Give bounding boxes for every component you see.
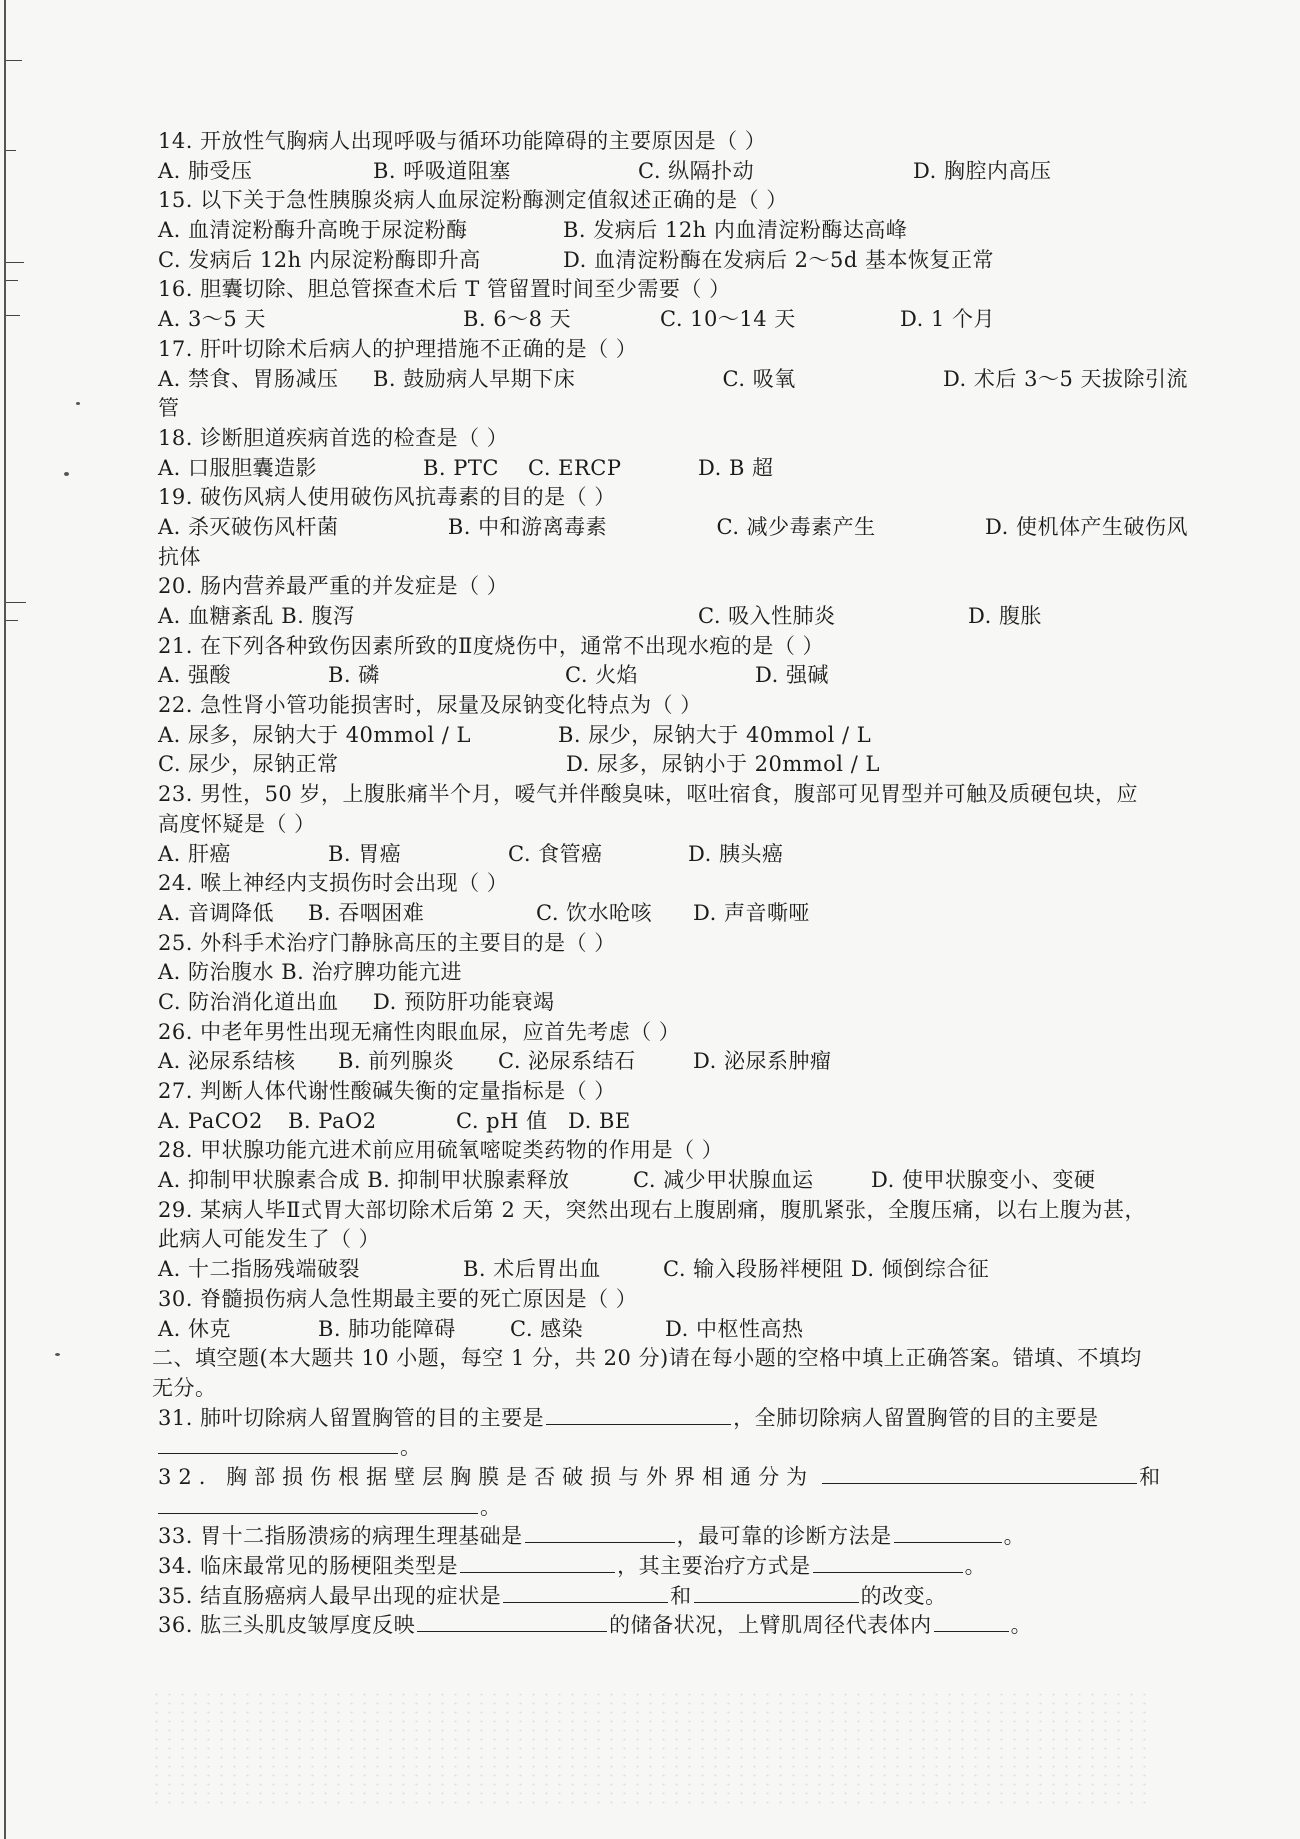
scan-noise bbox=[150, 1690, 1150, 1810]
answer-blank[interactable] bbox=[894, 1522, 1002, 1543]
option: A. 口服胆囊造影 bbox=[158, 455, 318, 480]
question-stem: 15. 以下关于急性胰腺炎病人血尿淀粉酶测定值叙述正确的是（ ） bbox=[158, 188, 788, 213]
question-stem: 28. 甲状腺功能亢进术前应用硫氧嘧啶类药物的作用是（ ） bbox=[158, 1138, 724, 1163]
question-stem: 16. 胆囊切除、胆总管探查术后 T 管留置时间至少需要（ ） bbox=[158, 277, 731, 302]
scan-edge bbox=[4, 0, 28, 1839]
option: C. pH 值 bbox=[456, 1108, 548, 1133]
fill-text: 33. 胃十二指肠溃疡的病理生理基础是 bbox=[158, 1524, 523, 1549]
fill-question-continued bbox=[158, 1493, 1188, 1523]
answer-blank[interactable] bbox=[934, 1611, 1009, 1632]
option: B. 呼吸道阻塞 bbox=[373, 158, 511, 183]
option: B. 吞咽困难 bbox=[308, 900, 425, 925]
fill-text: 34. 临床最常见的肠梗阻类型是 bbox=[158, 1554, 459, 1578]
question-options bbox=[158, 958, 1188, 988]
option: C. 火焰 bbox=[565, 663, 639, 688]
option: B. 前列腺炎 bbox=[338, 1049, 455, 1074]
option: C. 减少甲状腺血运 bbox=[633, 1168, 814, 1193]
question-options bbox=[158, 1255, 1188, 1285]
question-options bbox=[158, 661, 1188, 691]
fill-question-continued bbox=[158, 1433, 1188, 1463]
option: C. 输入段肠袢梗阻 D. 倾倒综合征 bbox=[663, 1257, 990, 1282]
option: D. 预防肝功能衰竭 bbox=[373, 989, 555, 1014]
option: A. 音调降低 bbox=[158, 900, 275, 925]
option: B. PaO2 bbox=[288, 1108, 377, 1133]
fill-text: 32. 胸部损伤根据壁层胸膜是否破损与外界相通分为 bbox=[158, 1464, 815, 1489]
section-title-continued: 无分。 bbox=[152, 1375, 217, 1400]
fill-question bbox=[158, 1522, 1188, 1552]
question-options bbox=[158, 454, 1188, 484]
question-stem: 24. 喉上神经内支损伤时会出现（ ） bbox=[158, 871, 509, 896]
answer-blank[interactable] bbox=[503, 1582, 668, 1603]
option: D. BE bbox=[568, 1108, 631, 1133]
question-options bbox=[158, 899, 1188, 929]
question-options bbox=[158, 216, 1188, 246]
option: B. 术后胃出血 bbox=[463, 1257, 601, 1282]
question-stem-continued: 此病人可能发生了（ ） bbox=[158, 1227, 381, 1252]
option: A. 抑制甲状腺素合成 B. 抑制甲状腺素释放 bbox=[158, 1168, 570, 1193]
option: A. PaCO2 bbox=[158, 1108, 263, 1133]
question-stem: 21. 在下列各种致伤因素所致的Ⅱ度烧伤中，通常不出现水疱的是（ ） bbox=[158, 633, 825, 658]
option: D. 腹胀 bbox=[968, 604, 1042, 628]
option: D. 声音嘶哑 bbox=[693, 900, 810, 925]
fill-text: 。 bbox=[400, 1435, 422, 1460]
question-options bbox=[158, 1315, 1188, 1345]
exam-content bbox=[152, 127, 1188, 1641]
option: D. 血清淀粉酶在发病后 2～5d 基本恢复正常 bbox=[563, 247, 994, 272]
fill-text: 和 bbox=[670, 1583, 692, 1608]
option: D. 使甲状腺变小、变硬 bbox=[871, 1168, 1096, 1193]
question-options bbox=[158, 157, 1188, 187]
question-stem: 30. 脊髓损伤病人急性期最主要的死亡原因是（ ） bbox=[158, 1286, 638, 1311]
option: B. 中和游离毒素 bbox=[447, 514, 608, 539]
option: D. 术后 3～5 天拔除引流 bbox=[942, 366, 1188, 391]
option: D. 强碱 bbox=[755, 663, 829, 688]
question-options bbox=[158, 305, 1188, 335]
option: A. 肝癌 bbox=[158, 841, 232, 866]
question-options bbox=[158, 246, 1188, 276]
fill-text: 35. 结直肠癌病人最早出现的症状是 bbox=[158, 1583, 502, 1608]
fill-text: 。 bbox=[480, 1494, 502, 1519]
option: B. 磷 bbox=[328, 663, 380, 688]
option: A. 防治腹水 B. 治疗脾功能亢进 bbox=[158, 960, 462, 985]
question-stem: 27. 判断人体代谢性酸碱失衡的定量指标是（ ） bbox=[158, 1079, 616, 1103]
fill-text: 的改变。 bbox=[860, 1583, 947, 1608]
question-options bbox=[158, 840, 1188, 870]
option: D. 使机体产生破伤风 bbox=[985, 514, 1188, 539]
question-stem: 23. 男性，50 岁，上腹胀痛半个月，嗳气并伴酸臭味，呕吐宿食，腹部可见胃型并可触及质硬包块，应 bbox=[158, 782, 1138, 807]
option: A. 肺受压 bbox=[158, 158, 253, 183]
answer-blank[interactable] bbox=[460, 1552, 615, 1573]
section-title: 二、填空题(本大题共 10 小题，每空 1 分，共 20 分)请在每小题的空格中填上正确答案。错填、不填均 bbox=[152, 1346, 1142, 1371]
question-stem: 14. 开放性气胸病人出现呼吸与循环功能障碍的主要原因是（ ） bbox=[158, 129, 767, 153]
question-options bbox=[158, 513, 1188, 543]
option: C. 饮水呛咳 bbox=[536, 900, 653, 925]
question-stem: 20. 肠内营养最严重的并发症是（ ） bbox=[158, 574, 509, 599]
option: D. 尿多，尿钠小于 20mmol / L bbox=[566, 752, 880, 777]
option: B. 尿少，尿钠大于 40mmol / L bbox=[558, 722, 872, 747]
answer-blank[interactable] bbox=[822, 1463, 1137, 1484]
question-stem: 25. 外科手术治疗门静脉高压的主要目的是（ ） bbox=[158, 930, 616, 955]
question-stem-continued: 高度怀疑是（ ） bbox=[158, 811, 316, 836]
option: C. 防治消化道出血 bbox=[158, 989, 339, 1014]
answer-blank[interactable] bbox=[694, 1582, 859, 1603]
question-stem: 18. 诊断胆道疾病首选的检查是（ ） bbox=[158, 425, 509, 450]
question-stem: 29. 某病人毕Ⅱ式胃大部切除术后第 2 天，突然出现右上腹剧痛，腹肌紧张，全腹压痛，以右上腹为甚， bbox=[158, 1197, 1147, 1222]
option: C. 减少毒素产生 bbox=[716, 514, 876, 539]
fill-text: 。 bbox=[964, 1554, 987, 1578]
option: A. 杀灭破伤风杆菌 bbox=[158, 514, 339, 539]
option: A. 休克 bbox=[158, 1316, 232, 1341]
option: A. 3～5 天 bbox=[158, 307, 266, 332]
option: A. 十二指肠残端破裂 bbox=[158, 1257, 361, 1282]
option: A. 强酸 bbox=[158, 663, 232, 688]
option: B. 肺功能障碍 bbox=[318, 1316, 456, 1341]
option: A. 禁食、胃肠减压 bbox=[158, 366, 339, 391]
answer-blank[interactable] bbox=[158, 1493, 478, 1514]
fill-text: 31. 肺叶切除病人留置胸管的目的主要是 bbox=[158, 1405, 545, 1430]
question-options-wrap: 管 bbox=[158, 396, 180, 421]
fill-text: 。 bbox=[1003, 1524, 1026, 1549]
fill-text: 。 bbox=[1010, 1613, 1033, 1638]
fill-text: 和 bbox=[1139, 1464, 1168, 1489]
option: A. 血糖紊乱 B. 腹泻 bbox=[158, 604, 355, 628]
answer-blank[interactable] bbox=[525, 1522, 675, 1543]
option: B. 发病后 12h 内血清淀粉酶达高峰 bbox=[563, 218, 908, 243]
fill-question bbox=[158, 1463, 1188, 1493]
option: C. 食管癌 bbox=[508, 841, 603, 866]
question-options bbox=[158, 1166, 1188, 1196]
option: C. 泌尿系结石 bbox=[498, 1049, 636, 1074]
option: C. 感染 bbox=[510, 1316, 584, 1341]
option: D. 1 个月 bbox=[900, 307, 995, 332]
question-options-wrap: 抗体 bbox=[158, 544, 201, 569]
fill-text: ，全肺切除病人留置胸管的目的主要是 bbox=[733, 1405, 1099, 1430]
answer-blank[interactable] bbox=[546, 1404, 731, 1425]
fill-text: 36. 肱三头肌皮皱厚度反映 bbox=[158, 1613, 416, 1638]
option: C. ERCP bbox=[528, 455, 622, 480]
fill-text: ，最可靠的诊断方法是 bbox=[676, 1524, 892, 1549]
option: C. 吸氧 bbox=[722, 366, 796, 391]
question-options bbox=[158, 365, 1188, 395]
question-stem: 26. 中老年男性出现无痛性肉眼血尿，应首先考虑（ ） bbox=[158, 1019, 681, 1044]
option: B. 胃癌 bbox=[328, 841, 402, 866]
question-options bbox=[158, 988, 1188, 1018]
question-stem: 17. 肝叶切除术后病人的护理措施不正确的是（ ） bbox=[158, 336, 638, 361]
option: C. 发病后 12h 内尿淀粉酶即升高 bbox=[158, 247, 481, 272]
question-options bbox=[158, 721, 1188, 751]
option: D. 胰头癌 bbox=[688, 841, 784, 866]
option: A. 血清淀粉酶升高晚于尿淀粉酶 bbox=[158, 218, 468, 243]
fill-question bbox=[158, 1611, 1188, 1641]
option: A. 尿多，尿钠大于 40mmol / L bbox=[158, 722, 471, 747]
option: B. 鼓励病人早期下床 bbox=[373, 366, 576, 391]
option: C. 吸入性肺炎 bbox=[698, 604, 836, 628]
question-options bbox=[158, 1107, 1188, 1137]
option: B. PTC bbox=[423, 455, 499, 480]
option: D. 胸腔内高压 bbox=[913, 158, 1052, 183]
fill-question bbox=[158, 1582, 1188, 1612]
answer-blank[interactable] bbox=[417, 1611, 607, 1632]
fill-text: 的储备状况，上臂肌周径代表体内 bbox=[609, 1613, 932, 1638]
option: D. 泌尿系肿瘤 bbox=[693, 1049, 832, 1074]
question-options bbox=[158, 602, 1188, 632]
option: D. 中枢性高热 bbox=[665, 1316, 804, 1341]
answer-blank[interactable] bbox=[813, 1552, 963, 1573]
option: C. 10～14 天 bbox=[660, 307, 796, 332]
fill-text: ，其主要治疗方式是 bbox=[617, 1554, 811, 1578]
question-options bbox=[158, 1047, 1188, 1077]
option: C. 尿少，尿钠正常 bbox=[158, 752, 339, 777]
option: A. 泌尿系结核 bbox=[158, 1049, 296, 1074]
answer-blank[interactable] bbox=[158, 1433, 398, 1454]
option: C. 纵隔扑动 bbox=[638, 158, 755, 183]
question-stem: 19. 破伤风病人使用破伤风抗毒素的目的是（ ） bbox=[158, 485, 616, 510]
option: B. 6～8 天 bbox=[463, 307, 572, 332]
question-options bbox=[158, 750, 1188, 780]
question-stem: 22. 急性肾小管功能损害时，尿量及尿钠变化特点为（ ） bbox=[158, 693, 702, 718]
fill-question bbox=[158, 1552, 1188, 1582]
option: D. B 超 bbox=[698, 455, 774, 480]
fill-question bbox=[158, 1404, 1188, 1434]
